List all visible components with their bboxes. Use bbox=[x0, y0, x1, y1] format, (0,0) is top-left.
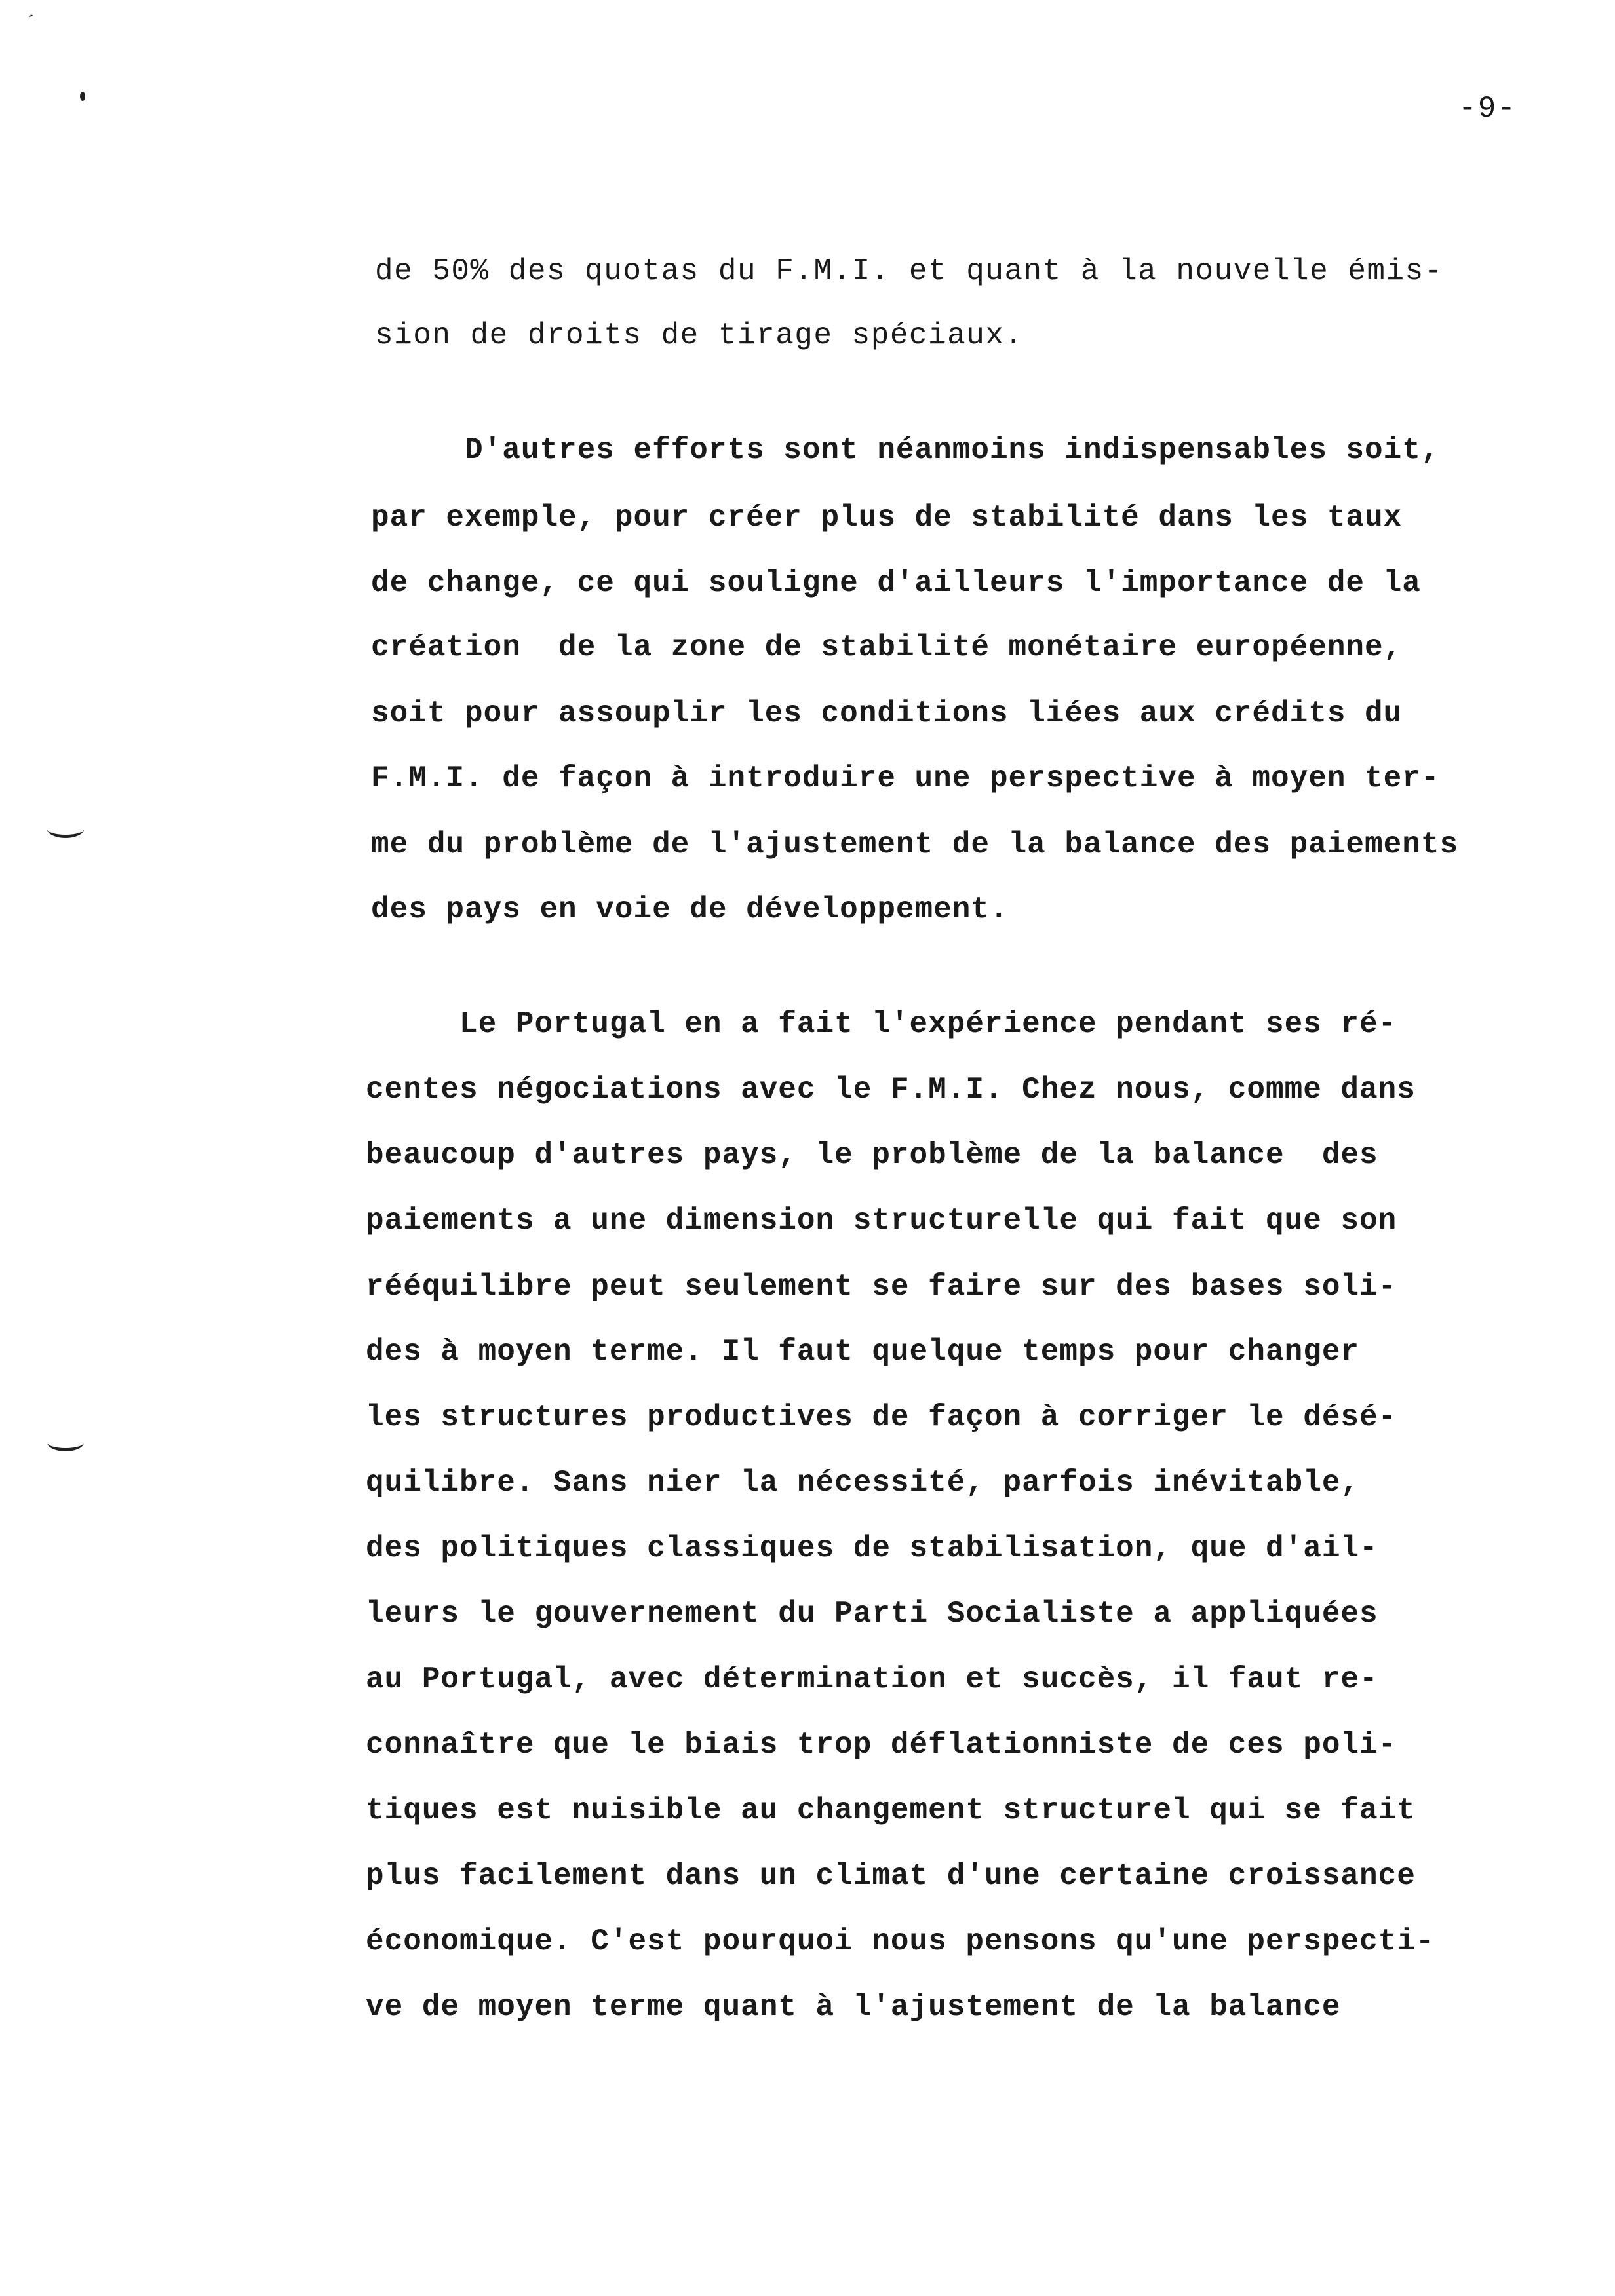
text-line: rééquilibre peut seulement se faire sur des bases soli- bbox=[366, 1270, 1397, 1304]
text-line: les structures productives de façon à corriger le désé- bbox=[366, 1400, 1397, 1434]
text-line: soit pour assouplir les conditions liées aux crédits du bbox=[371, 697, 1403, 731]
text-line: leurs le gouvernement du Parti Socialiste a appliquées bbox=[366, 1597, 1378, 1631]
text-line: connaître que le biais trop déflationniste de ces poli- bbox=[366, 1728, 1397, 1762]
text-line: de change, ce qui souligne d'ailleurs l'importance de la bbox=[371, 566, 1421, 600]
text-line: F.M.I. de façon à introduire une perspective à moyen ter- bbox=[371, 761, 1440, 795]
binder-hole-mark bbox=[47, 820, 84, 838]
scan-dot bbox=[80, 92, 85, 101]
page-number: -9- bbox=[1458, 92, 1517, 126]
text-line: plus facilement dans un climat d'une certaine croissance bbox=[366, 1859, 1416, 1893]
text-line: D'autres efforts sont néanmoins indispensables soit, bbox=[371, 433, 1440, 467]
text-line: de 50% des quotas du F.M.I. et quant à la nouvelle émis- bbox=[375, 254, 1443, 288]
text-line: économique. C'est pourquoi nous pensons qu'une perspecti- bbox=[366, 1924, 1435, 1959]
text-line: sion de droits de tirage spéciaux. bbox=[375, 318, 1024, 353]
text-line: quilibre. Sans nier la nécessité, parfois inévitable, bbox=[366, 1466, 1360, 1500]
text-line: des pays en voie de développement. bbox=[371, 892, 1009, 927]
binder-hole-mark bbox=[47, 1434, 84, 1451]
text-line: des politiques classiques de stabilisation, que d'ail- bbox=[366, 1531, 1378, 1565]
text-line: ve de moyen terme quant à l'ajustement de la balance bbox=[366, 1990, 1341, 2024]
text-line: Le Portugal en a fait l'expérience pendant ses ré- bbox=[366, 1007, 1397, 1041]
text-line: me du problème de l'ajustement de la balance des paiements bbox=[371, 828, 1459, 862]
text-line: par exemple, pour créer plus de stabilité dans les taux bbox=[371, 501, 1403, 535]
text-line: paiements a une dimension structurelle qui fait que son bbox=[366, 1204, 1397, 1238]
text-line: centes négociations avec le F.M.I. Chez nous, comme dans bbox=[366, 1073, 1416, 1107]
text-line: création de la zone de stabilité monétaire européenne, bbox=[371, 630, 1403, 664]
text-line: des à moyen terme. Il faut quelque temps pour changer bbox=[366, 1335, 1360, 1369]
scan-mark: ˊ bbox=[20, 12, 37, 35]
text-line: au Portugal, avec détermination et succès, il faut re- bbox=[366, 1662, 1378, 1696]
text-line: beaucoup d'autres pays, le problème de la balance des bbox=[366, 1138, 1378, 1172]
text-line: tiques est nuisible au changement structurel qui se fait bbox=[366, 1793, 1416, 1827]
